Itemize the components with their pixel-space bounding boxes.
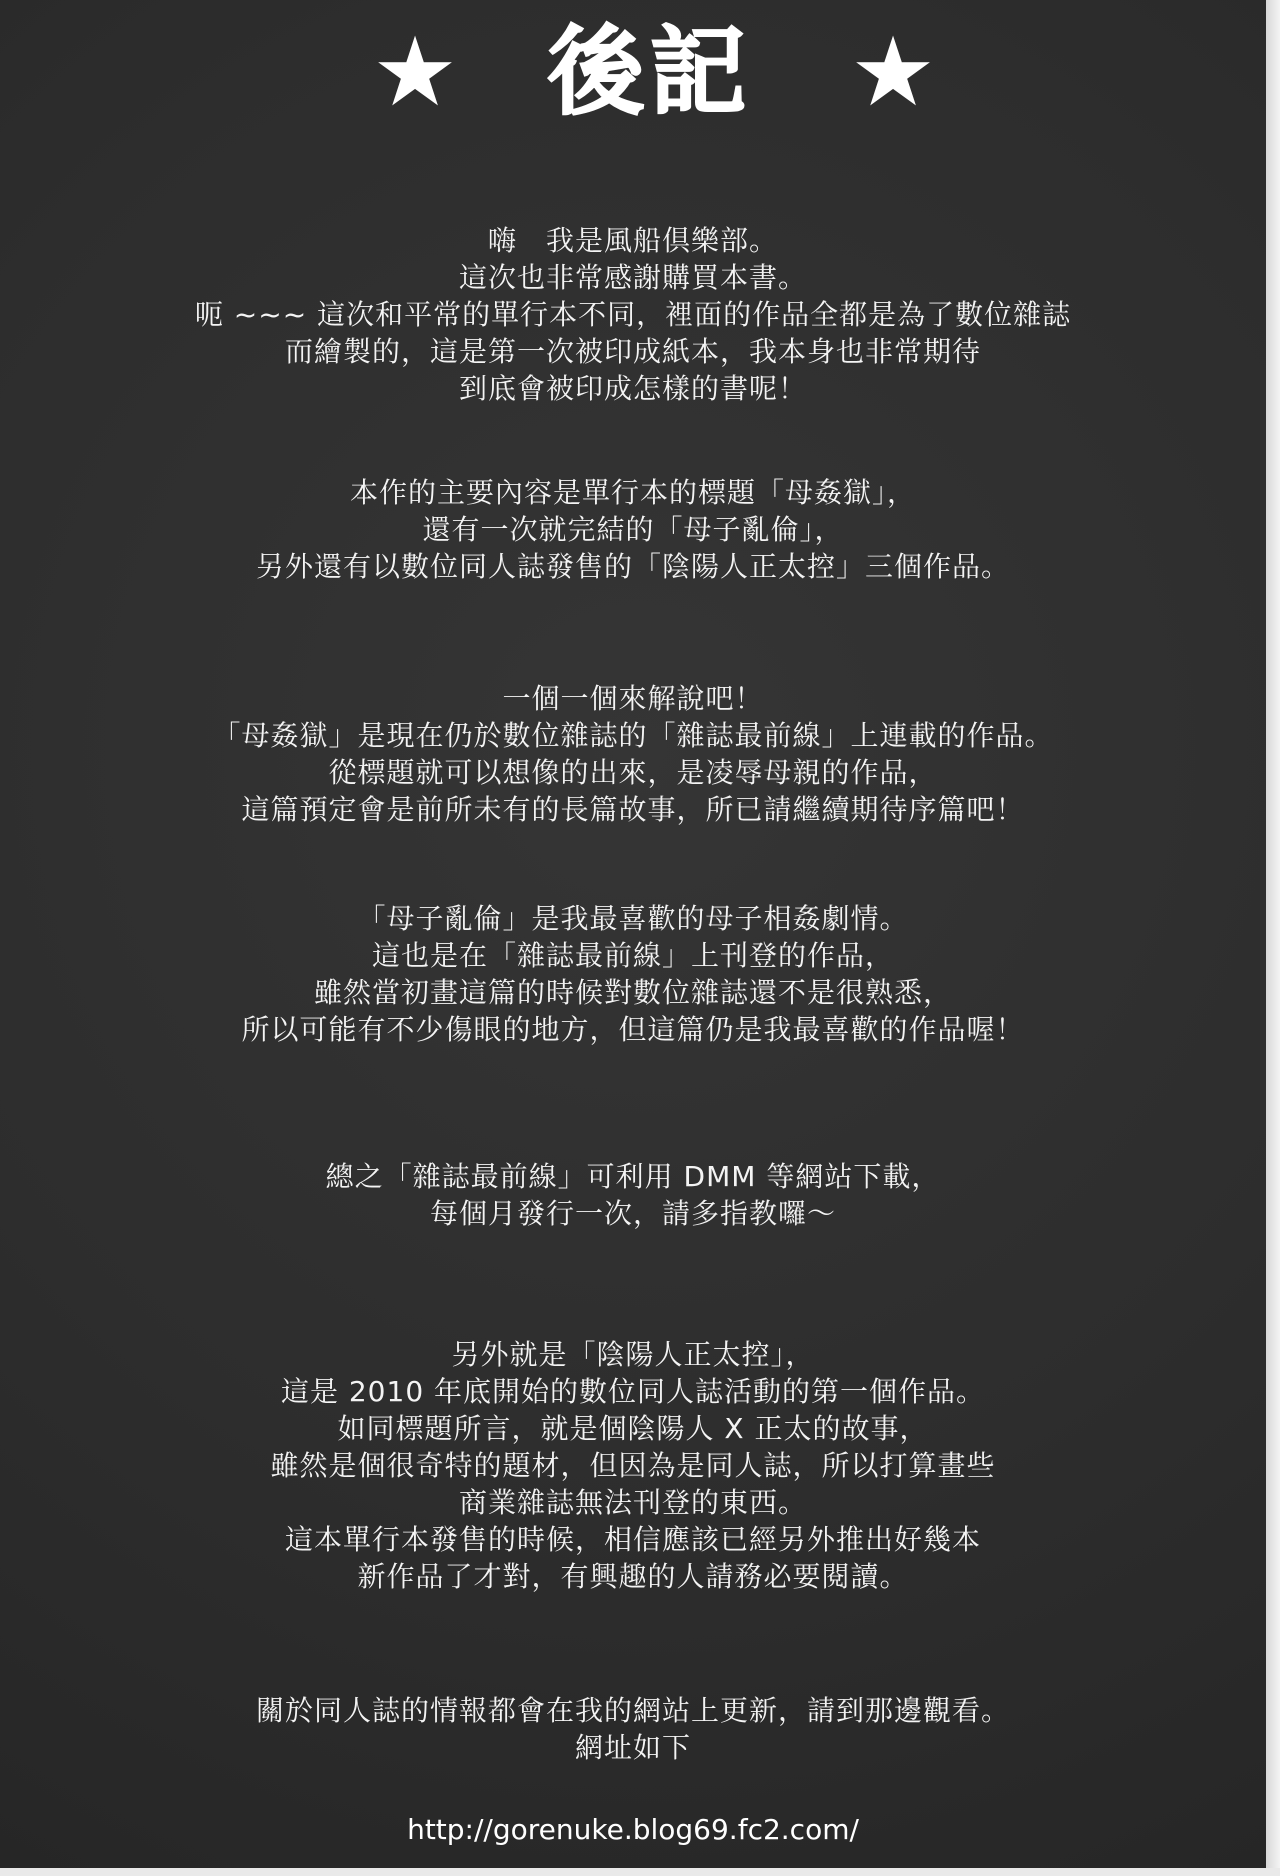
page-title: 後記 <box>548 16 752 128</box>
text-line: 另外就是「陰陽人正太控」， <box>451 1338 815 1371</box>
paragraph-doujinshi <box>0 1336 1266 1595</box>
text-line: 呃 ~~~ 這次和平常的單行本不同，裡面的作品全都是為了數位雜誌 <box>194 298 1072 331</box>
text-line: 嗨 我是風船倶樂部。 <box>487 224 778 257</box>
star-right-icon: ★ <box>850 16 937 128</box>
paragraph-explanation-2 <box>0 900 1266 1048</box>
text-line: 這是 2010 年底開始的數位同人誌活動的第一個作品。 <box>280 1375 986 1408</box>
text-line: 這本單行本發售的時候，相信應該已經另外推出好幾本 <box>284 1523 981 1556</box>
text-line: 這篇預定會是前所未有的長篇故事，所已請繼續期待序篇吧！ <box>241 793 1025 826</box>
text-line: 這也是在「雜誌最前線」上刊登的作品， <box>371 939 894 972</box>
text-line: 一個一個來解說吧！ <box>502 682 764 715</box>
text-line: 如同標題所言，就是個陰陽人 X 正太的故事， <box>337 1412 929 1445</box>
text-line: 到底會被印成怎樣的書呢！ <box>458 372 807 405</box>
text-line: 所以可能有不少傷眼的地方，但這篇仍是我最喜歡的作品喔！ <box>241 1013 1025 1046</box>
paragraph-greeting <box>0 222 1266 407</box>
text-line: 新作品了才對，有興趣的人請務必要閱讀。 <box>357 1560 909 1593</box>
text-line: 每個月發行一次，請多指教囉～ <box>429 1197 836 1230</box>
title-row <box>0 18 1266 128</box>
text-line: 關於同人誌的情報都會在我的網站上更新，請到那邊觀看。 <box>255 1694 1010 1727</box>
star-left-icon: ★ <box>372 16 459 128</box>
text-line: 而繪製的，這是第一次被印成紙本，我本身也非常期待 <box>284 335 981 368</box>
paragraph-magazine <box>0 1158 1266 1232</box>
text-line: 雖然當初畫這篇的時候對數位雜誌還不是很熟悉， <box>313 976 952 1009</box>
page-edge-right <box>1266 0 1280 1876</box>
paragraph-contents <box>0 474 1266 585</box>
text-line: 商業雜誌無法刊登的東西。 <box>458 1486 807 1519</box>
text-line: 從標題就可以想像的出來，是凌辱母親的作品， <box>328 756 938 789</box>
text-line: 雖然是個很奇特的題材，但因為是同人誌，所以打算畫些 <box>270 1449 996 1482</box>
page-edge-bottom <box>0 1868 1280 1876</box>
text-line: 「母姦獄」是現在仍於數位雜誌的「雜誌最前線」上連載的作品。 <box>212 719 1054 752</box>
text-line: 總之「雜誌最前線」可利用 DMM 等網站下載， <box>325 1160 941 1193</box>
paragraph-website <box>0 1692 1266 1766</box>
text-line: 網址如下 <box>574 1731 691 1764</box>
text-line: 另外還有以數位同人誌發售的「陰陽人正太控」三個作品。 <box>255 550 1010 583</box>
text-line: 「母子亂倫」是我最喜歡的母子相姦劇情。 <box>357 902 909 935</box>
text-line: 還有一次就完結的「母子亂倫」， <box>422 513 844 546</box>
paragraph-explanation-1 <box>0 680 1266 828</box>
website-url: http://gorenuke.blog69.fc2.com/ <box>407 1813 859 1846</box>
text-line: 本作的主要內容是單行本的標題「母姦獄」， <box>349 476 916 509</box>
text-line: 這次也非常感謝購買本書。 <box>458 261 807 294</box>
